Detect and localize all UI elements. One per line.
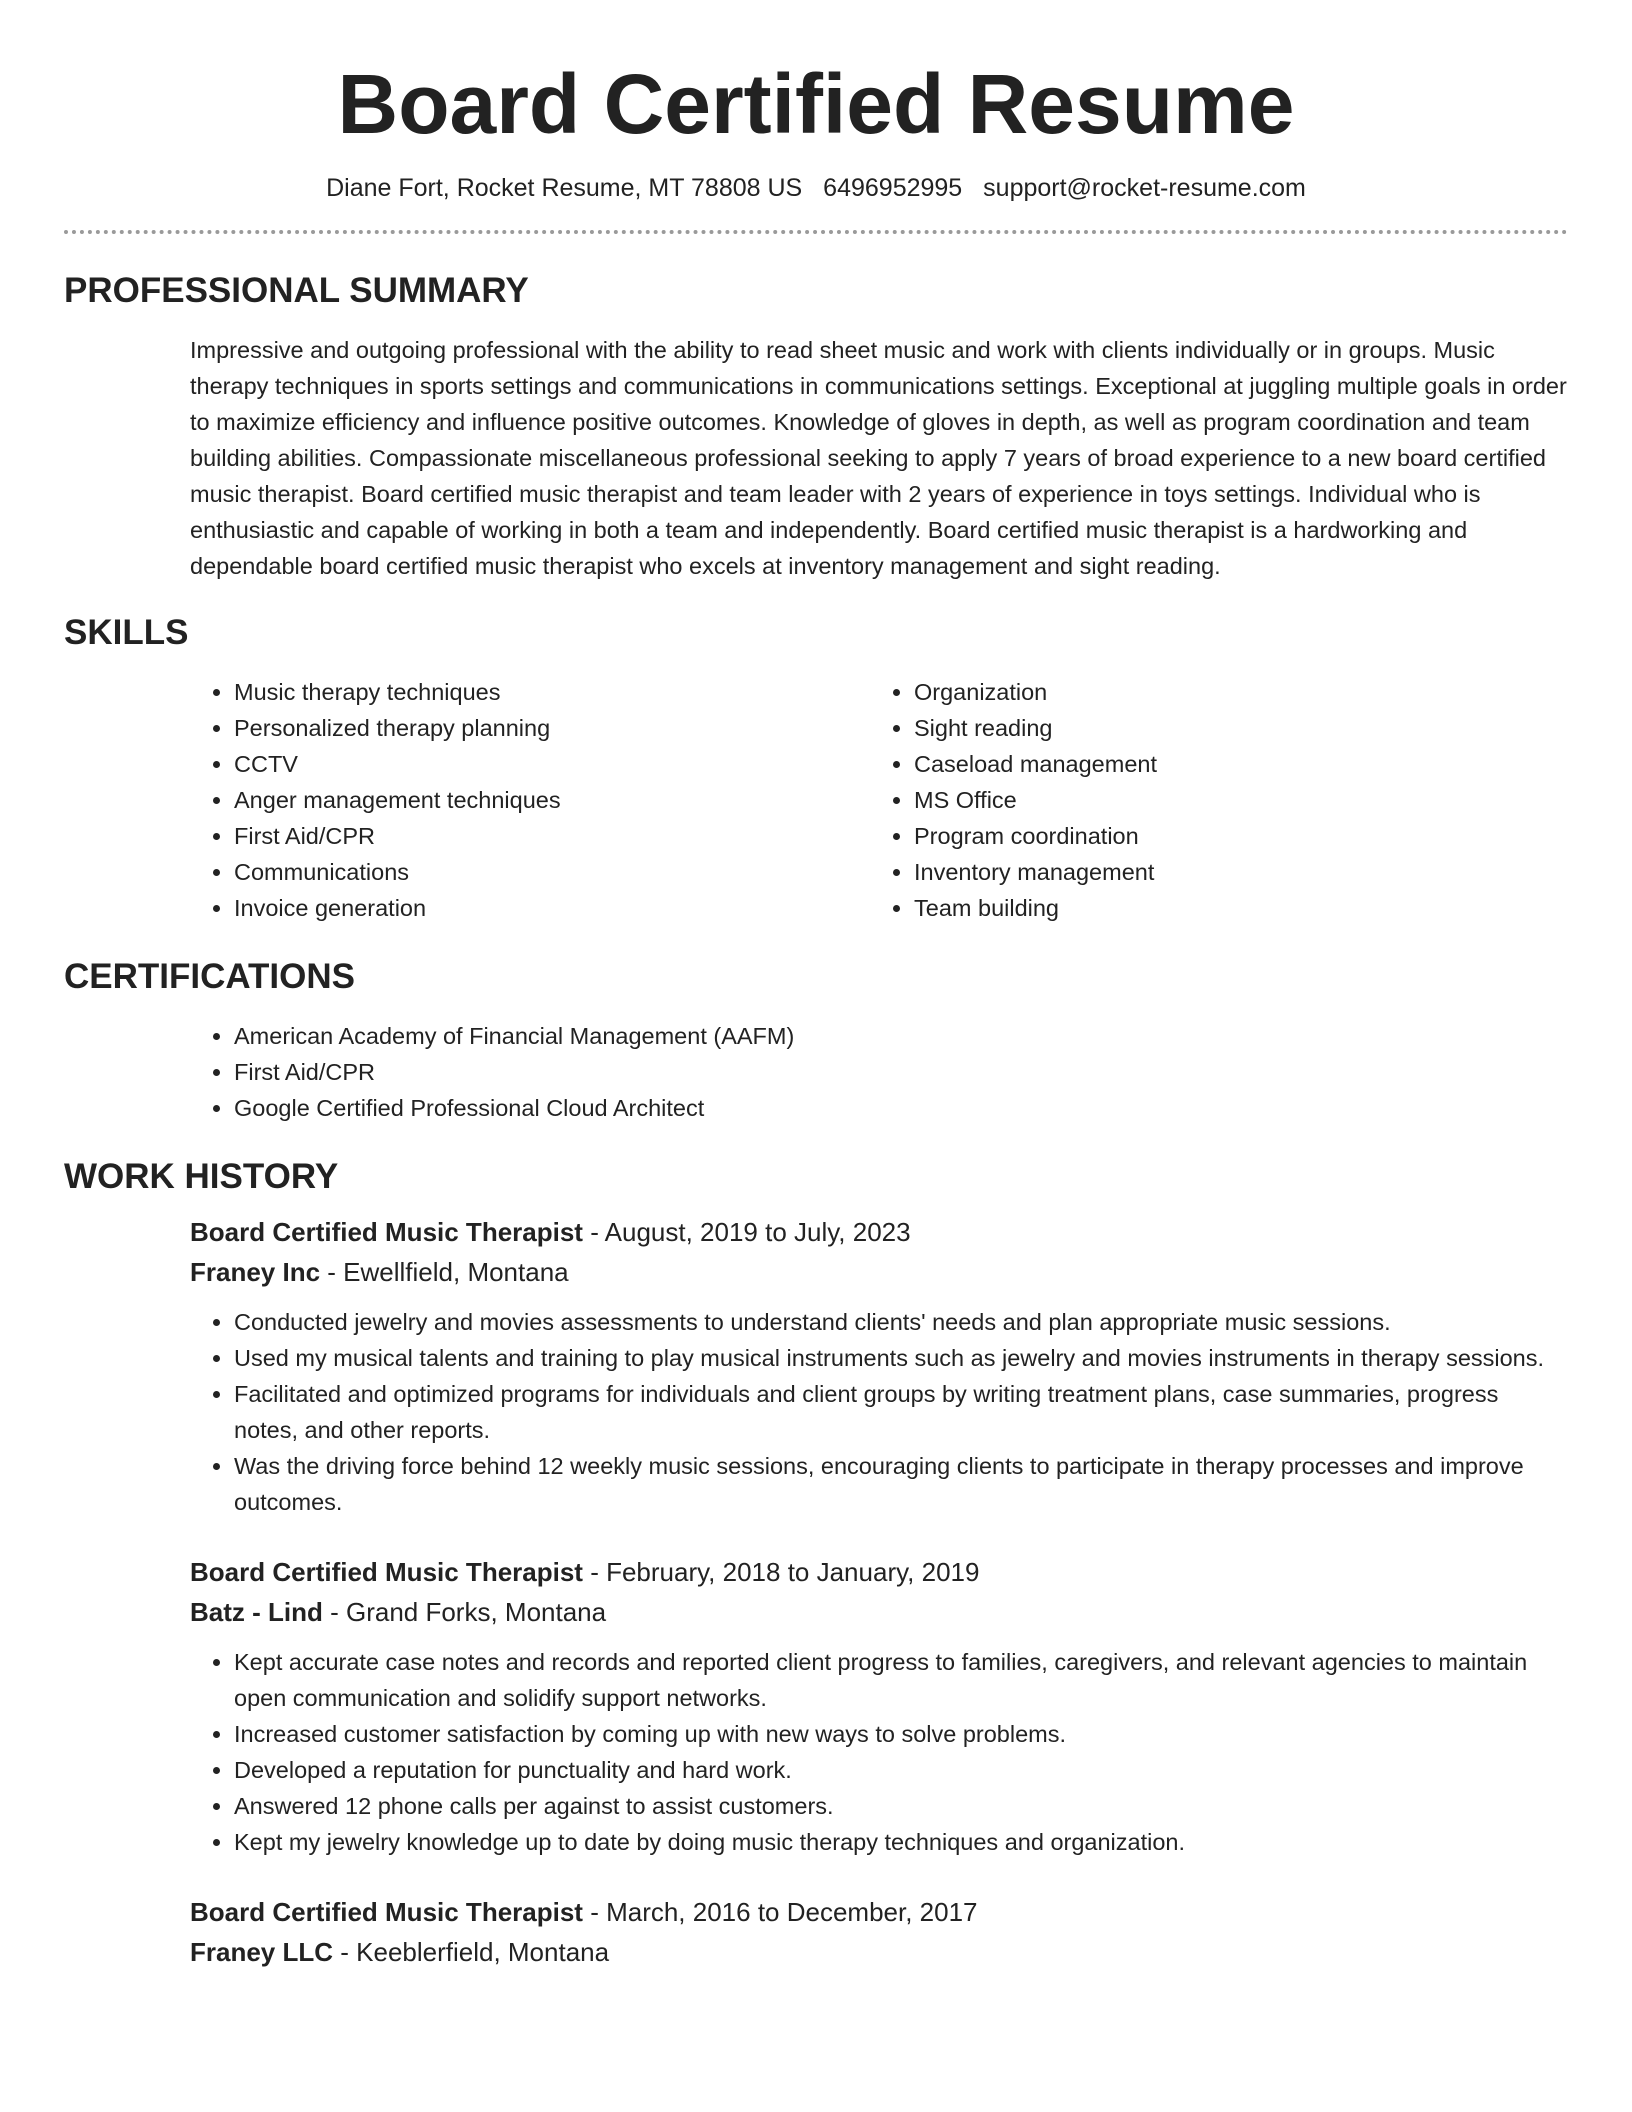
summary-text: Impressive and outgoing professional with the ability to read sheet music and work with clients individually or in groups. Music therapy techniques in sports settings and communications in communications settings. Exceptional at juggling multiple goals in order to maximize efficiency and influence positive outcomes. Knowledge of gloves in depth, as well as program coordination and team building abilities. Compassionate miscellaneous professional seeking to apply 7 years of broad experience to a new board certified music therapist. Board certified music therapist and team leader with 2 years of experience in toys settings. Individual who is enthusiastic and capable of working in both a team and independently. Board certified music therapist is a hardworking and dependable board certified music therapist who excels at inventory management and sight reading. [190, 337, 1567, 579]
skill-item: • Inventory management [914, 854, 1550, 890]
skill-item: • MS Office [914, 782, 1550, 818]
skills-section [64, 612, 1568, 926]
summary-section [64, 270, 1568, 584]
job-duty: • Conducted jewelry and movies assessments to understand clients' needs and plan appropriate music sessions. [234, 1304, 1568, 1340]
job-duty: • Developed a reputation for punctuality and hard work. [234, 1752, 1568, 1788]
certifications-section [64, 956, 1568, 1126]
job-duty: • Facilitated and optimized programs for individuals and client groups by writing treatment plans, case summaries, progress notes, and other reports. [234, 1376, 1568, 1448]
job-company: Franey Inc [190, 1257, 321, 1287]
job-title-line [190, 1892, 1568, 1932]
skill-item: • Music therapy techniques [234, 674, 870, 710]
job-title-line [190, 1552, 1568, 1592]
skill-item: • First Aid/CPR [234, 818, 870, 854]
job-duty: • Answered 12 phone calls per against to assist customers. [234, 1788, 1568, 1824]
work-history-heading: WORK HISTORY [64, 1157, 339, 1196]
contact-email: support@rocket-resume.com [983, 174, 1306, 202]
job-duty: • Kept accurate case notes and records and reported client progress to families, caregivers, and relevant agencies to maintain open communication and solidify support networks. [234, 1644, 1568, 1716]
job-duties [190, 1304, 1568, 1520]
skill-item: • Caseload management [914, 746, 1550, 782]
summary-heading: PROFESSIONAL SUMMARY [64, 271, 529, 310]
job-duties [190, 1644, 1568, 1860]
job-title: Board Certified Music Therapist [190, 1557, 583, 1587]
job-dates: - March, 2016 to December, 2017 [582, 1897, 978, 1927]
skill-item: • Anger management techniques [234, 782, 870, 818]
job-company-line [190, 1932, 1568, 1972]
job-company: Batz - Lind [190, 1597, 323, 1627]
skills-heading: SKILLS [64, 613, 189, 652]
job-entry [190, 1892, 1568, 1972]
job-location: - Grand Forks, Montana [322, 1597, 607, 1627]
skill-item: • Personalized therapy planning [234, 710, 870, 746]
certification-item: • American Academy of Financial Management (AAFM) [234, 1018, 1568, 1054]
job-duty: • Kept my jewelry knowledge up to date by doing music therapy techniques and organization. [234, 1824, 1568, 1860]
skill-item: • CCTV [234, 746, 870, 782]
certification-item: • First Aid/CPR [234, 1054, 1568, 1090]
page-title: Board Certified Resume [337, 57, 1295, 151]
skill-item: • Sight reading [914, 710, 1550, 746]
job-duty: • Used my musical talents and training to play musical instruments such as jewelry and movies instruments in therapy sessions. [234, 1340, 1568, 1376]
skill-item: • Organization [914, 674, 1550, 710]
skill-item: • Program coordination [914, 818, 1550, 854]
job-title: Board Certified Music Therapist [190, 1217, 583, 1247]
job-dates: - August, 2019 to July, 2023 [582, 1217, 911, 1247]
job-duty: • Increased customer satisfaction by coming up with new ways to solve problems. [234, 1716, 1568, 1752]
contact-line [64, 171, 1568, 206]
work-history-section [64, 1156, 1568, 1972]
job-title-line [190, 1212, 1568, 1252]
job-company-line [190, 1592, 1568, 1632]
job-dates: - February, 2018 to January, 2019 [582, 1557, 980, 1587]
job-entry [190, 1212, 1568, 1520]
job-company-line [190, 1252, 1568, 1292]
contact-address: Diane Fort, Rocket Resume, MT 78808 US [326, 174, 803, 202]
skill-item: • Invoice generation [234, 890, 870, 926]
certifications-heading: CERTIFICATIONS [64, 957, 356, 996]
job-duty: • Was the driving force behind 12 weekly music sessions, encouraging clients to participate in therapy processes and improve outcomes. [234, 1448, 1568, 1520]
contact-phone: 6496952995 [823, 174, 963, 202]
skills-column-left [190, 674, 870, 926]
job-location: - Ewellfield, Montana [320, 1257, 569, 1287]
job-location: - Keeblerfield, Montana [333, 1937, 610, 1967]
skill-item: • Team building [914, 890, 1550, 926]
skills-column-right [870, 674, 1550, 926]
skills-grid [190, 674, 1568, 926]
work-history-body [190, 1212, 1568, 1972]
summary-body [190, 332, 1568, 584]
job-entry [190, 1552, 1568, 1860]
job-company: Franey LLC [190, 1937, 334, 1967]
certification-item: • Google Certified Professional Cloud Architect [234, 1090, 1568, 1126]
certifications-body [190, 1018, 1568, 1126]
header-divider [64, 230, 1568, 234]
job-title: Board Certified Music Therapist [190, 1897, 583, 1927]
skill-item: • Communications [234, 854, 870, 890]
